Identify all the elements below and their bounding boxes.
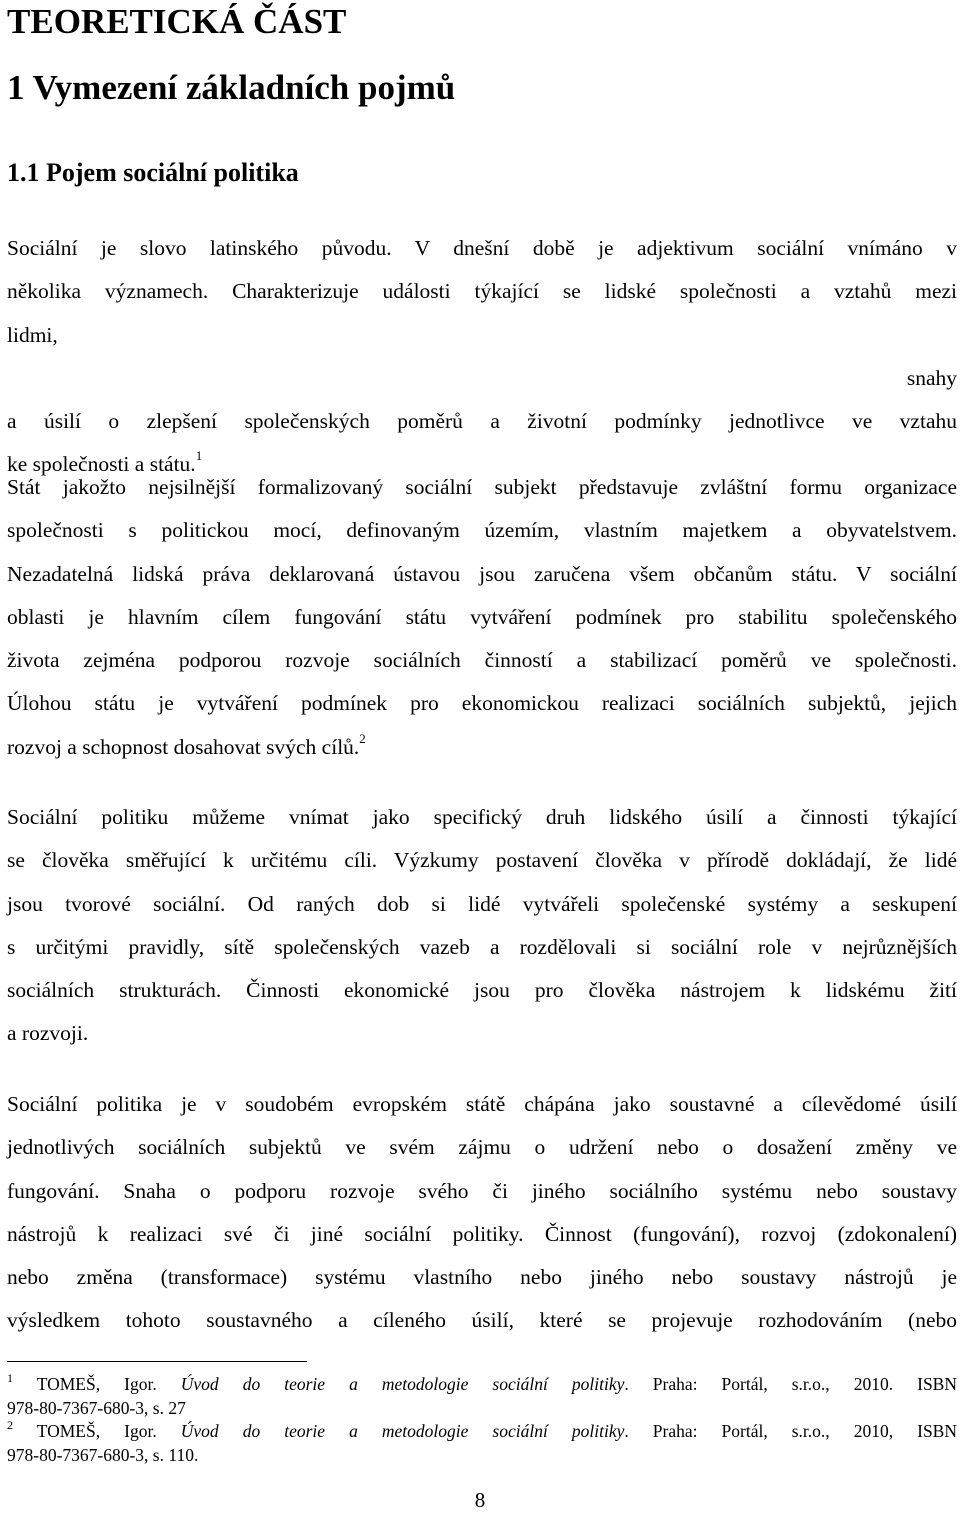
footnote-1 <box>7 1373 957 1420</box>
paragraph-line: Sociální politika je v soudobém evropském státě chápána jako soustavné a cílevědomé úsilí <box>7 1092 957 1116</box>
footnote-line <box>7 1420 957 1444</box>
footnote-number: 1 <box>7 1371 13 1385</box>
chapter-title: 1 Vymezení základních pojmů <box>7 68 456 107</box>
footnote-author: TOMEŠ, Igor. <box>13 1421 181 1441</box>
paragraph-line: výsledkem tohoto soustavného a cíleného úsilí, které se projevuje rozhodováním (nebo <box>7 1308 957 1333</box>
footnote-author: TOMEŠ, Igor. <box>13 1374 181 1394</box>
paragraph-2 <box>7 466 957 769</box>
paragraph-line: Sociální politiku můžeme vnímat jako specifický druh lidského úsilí a činnosti týkající <box>7 805 957 829</box>
paragraph-line: jednotlivých sociálních subjektů ve svém zájmu o udržení nebo o dosažení změny ve <box>7 1135 957 1160</box>
paragraph-line: se člověka směřující k určitému cíli. Výzkumy postavení člověka v přírodě dokládají, že lidé <box>7 848 957 873</box>
page-number: 8 <box>474 1488 486 1512</box>
paragraph-line: života zejména podporou rozvoje sociálních činností a stabilizací poměrů ve společnosti. <box>7 648 957 673</box>
paragraph-1 <box>7 227 957 487</box>
paragraph-line: sociálních strukturách. Činnosti ekonomické jsou pro člověka nástrojem k lidskému žití <box>7 978 957 1003</box>
paragraph-line-text: ke společnosti a státu. <box>7 452 196 477</box>
paragraph-line: Nezadatelná lidská práva deklarovaná ústavou jsou zaručena všem občanům státu. V sociální <box>7 561 957 586</box>
paragraph-line: s určitými pravidly, sítě společenských vazeb a rozdělovali si sociální role v nejrůznějších <box>7 934 957 959</box>
footnote-isbn: 978-80-7367-680-3, s. 27 <box>7 1397 186 1418</box>
paragraph-line: lidmi, <box>7 322 58 347</box>
paragraph-line: Stát jakožto nejsilnější formalizovaný sociální subjekt představuje zvláštní formu organizace <box>7 475 957 499</box>
paragraph-line: a rozvoji. <box>7 1021 89 1046</box>
paragraph-line: fungování. Snaha o podporu rozvoje svého či jiného sociálního systému nebo soustavy <box>7 1178 957 1203</box>
paragraph-line: snahy <box>906 365 957 390</box>
paragraph-line: jsou tvorové sociální. Od raných dob si lidé vytvářeli společenské systémy a seskupení <box>7 891 957 916</box>
paragraph-line: společnosti s politickou mocí, definovaným územím, vlastním majetkem a obyvatelstvem. <box>7 518 957 543</box>
footnotes <box>7 1373 957 1467</box>
paragraph-line: a úsilí o zlepšení společenských poměrů a životní podmínky jednotlivce ve vztahu <box>7 409 957 434</box>
paragraph-line: nástrojů k realizaci své či jiné sociální politiky. Činnost (fungování), rozvoj (zdokonalení) <box>7 1221 957 1246</box>
footnote-publisher: . Praha: Portál, s.r.o., 2010. ISBN <box>624 1374 957 1394</box>
footnote-title: Úvod do teorie a metodologie sociální politiky <box>180 1374 625 1394</box>
paragraph-3 <box>7 796 957 1056</box>
footnote-isbn: 978-80-7367-680-3, s. 110. <box>7 1444 199 1465</box>
section-title: 1.1 Pojem sociální politika <box>7 158 299 187</box>
paragraph-line-with-footnote <box>7 726 957 769</box>
footnote-number: 2 <box>7 1418 13 1432</box>
paragraph-line: několika významech. Charakterizuje události týkající se lidské společnosti a vztahů mezi <box>7 279 957 304</box>
paragraph-4 <box>7 1083 957 1343</box>
footnote-2 <box>7 1420 957 1467</box>
paragraph-line: Úlohou státu je vytváření podmínek pro ekonomickou realizaci sociálních subjektů, jejich <box>7 691 957 716</box>
footnote-reference[interactable]: 1 <box>195 448 203 464</box>
part-title: TEORETICKÁ ČÁST <box>7 2 347 41</box>
footnote-line <box>7 1373 957 1397</box>
paragraph-line: Sociální je slovo latinského původu. V dnešní době je adjektivum sociální vnímáno v <box>7 236 957 260</box>
paragraph-line-text: rozvoj a schopnost dosahovat svých cílů. <box>7 734 360 759</box>
footnote-title: Úvod do teorie a metodologie sociální politiky <box>180 1421 625 1441</box>
footnote-separator <box>7 1361 307 1362</box>
footnote-reference[interactable]: 2 <box>359 730 366 746</box>
footnote-publisher: . Praha: Portál, s.r.o., 2010, ISBN <box>624 1421 957 1441</box>
paragraph-line: nebo změna (transformace) systému vlastního nebo jiného nebo soustavy nástrojů je <box>7 1265 957 1290</box>
paragraph-line: oblasti je hlavním cílem fungování státu vytváření podmínek pro stabilitu společenského <box>7 604 957 629</box>
